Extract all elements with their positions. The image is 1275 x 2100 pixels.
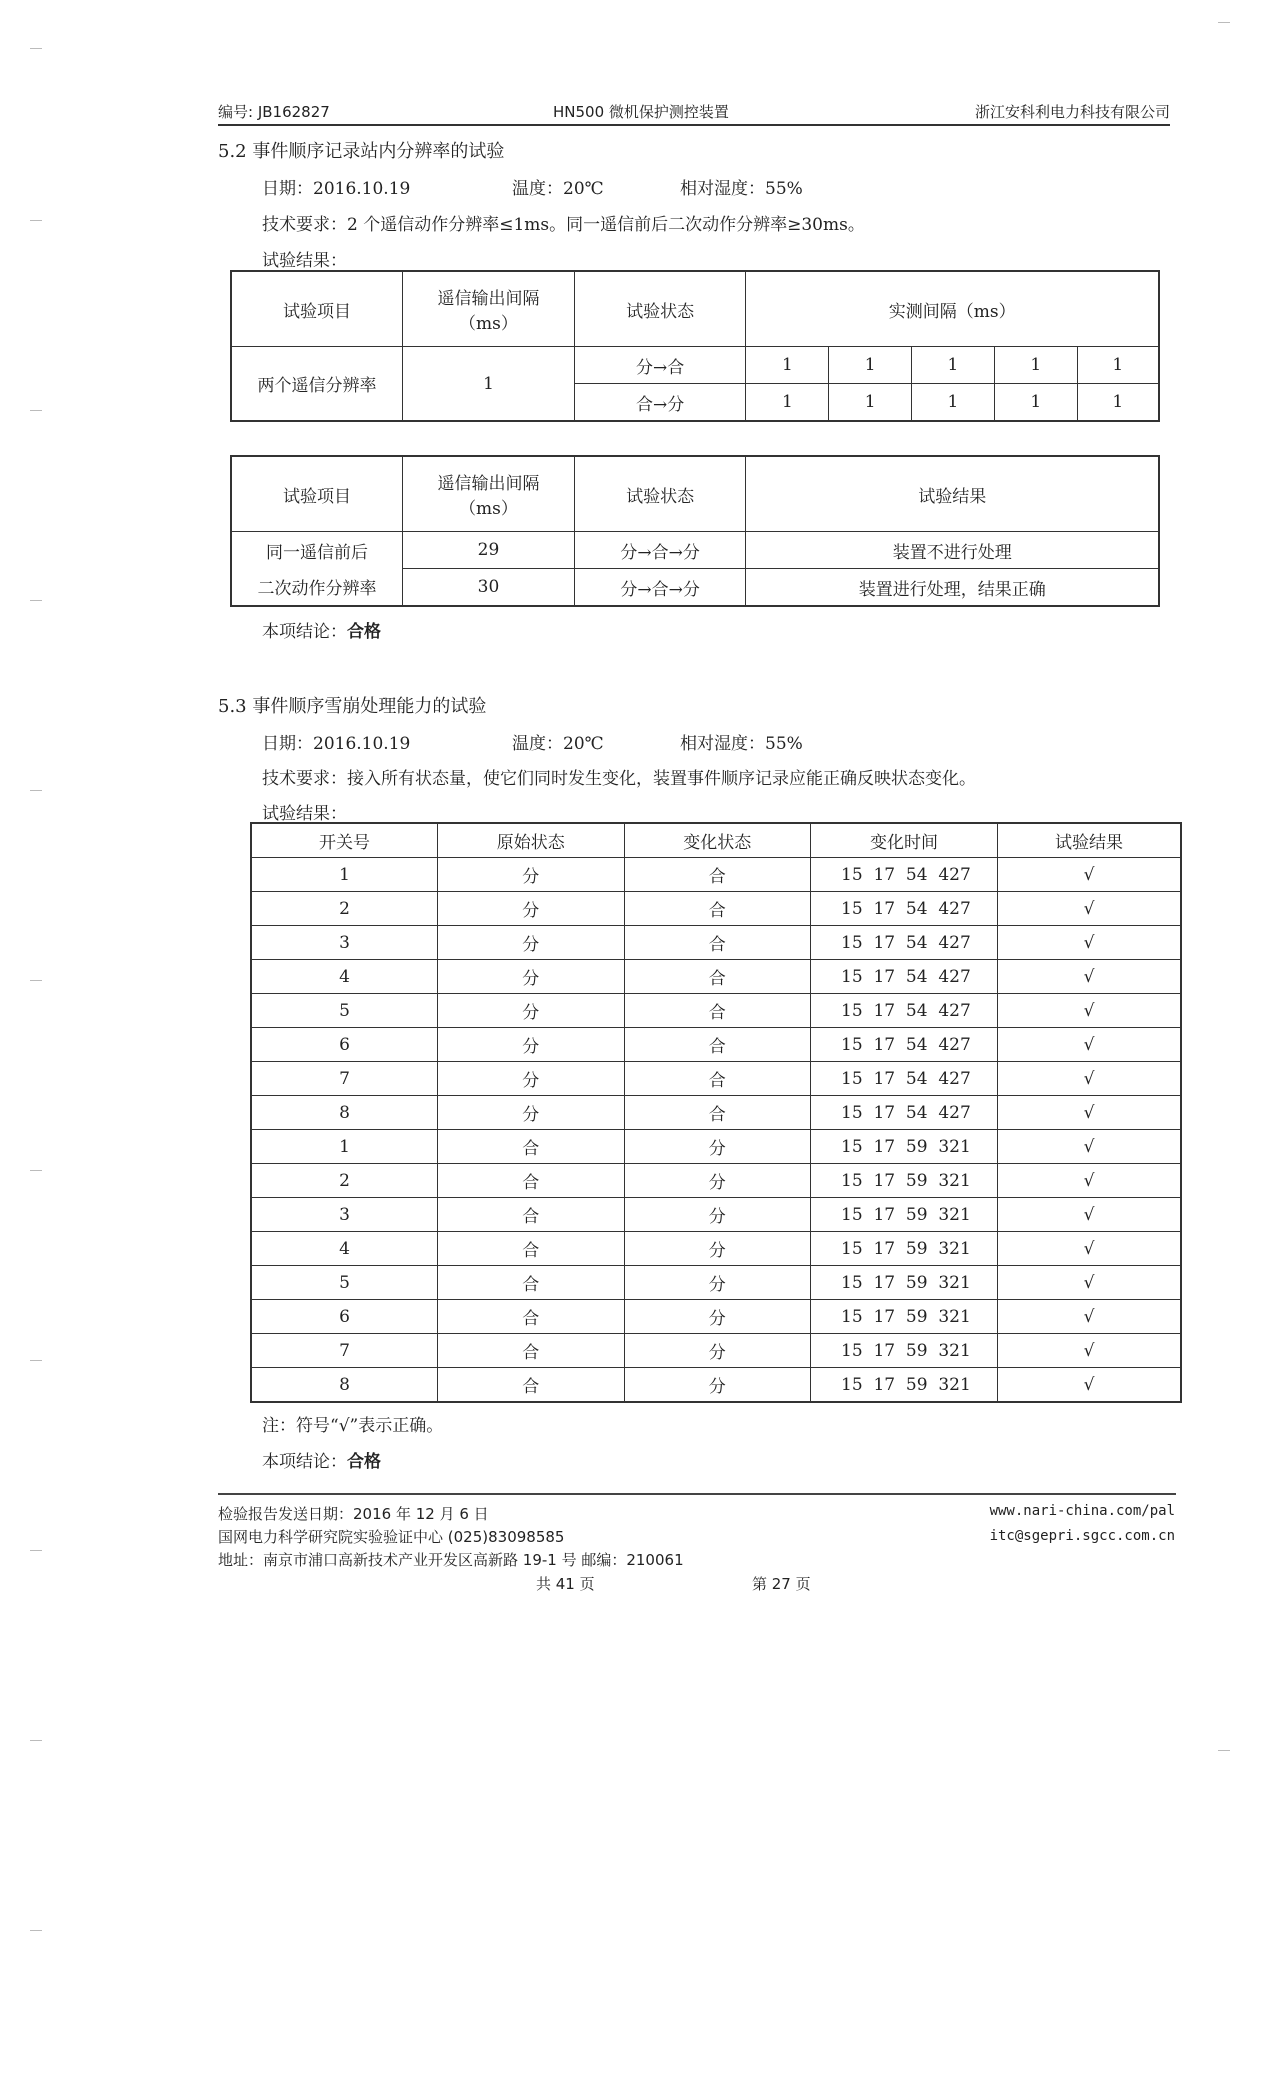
changed-state-cell: 分 bbox=[624, 1334, 811, 1368]
scan-margin-mark bbox=[30, 1170, 42, 1171]
t2-header-interval: 遥信输出间隔（ms） bbox=[403, 456, 575, 532]
scan-margin-mark bbox=[30, 1930, 42, 1931]
original-state-cell: 分 bbox=[438, 960, 625, 994]
result-cell: √ bbox=[997, 1368, 1181, 1403]
original-state-cell: 分 bbox=[438, 892, 625, 926]
switch-number-cell: 5 bbox=[251, 994, 438, 1028]
t2-item-line2: 二次动作分辨率 bbox=[231, 569, 403, 607]
original-state-cell: 分 bbox=[438, 1062, 625, 1096]
t1-value-cell: 1 bbox=[829, 347, 912, 384]
table-row bbox=[251, 960, 1181, 994]
changed-state-cell: 分 bbox=[624, 1232, 811, 1266]
change-time-cell: 15 17 54 427 bbox=[811, 1096, 998, 1130]
s52-conclusion-value: 合格 bbox=[347, 622, 381, 642]
original-state-cell: 合 bbox=[438, 1198, 625, 1232]
t1-state-cell: 分→合 bbox=[574, 347, 746, 384]
change-time-cell: 15 17 54 427 bbox=[811, 1028, 998, 1062]
switch-number-cell: 3 bbox=[251, 1198, 438, 1232]
doc-number: 编号: JB162827 bbox=[218, 103, 330, 121]
resolution-table bbox=[230, 270, 1160, 422]
footer-center: 国网电力科学研究院实验验证中心 (025)83098585 bbox=[218, 1528, 565, 1546]
scan-margin-mark bbox=[30, 600, 42, 601]
s52-conclusion-label: 本项结论： bbox=[262, 622, 347, 642]
s53-note: 注：符号“√”表示正确。 bbox=[262, 1416, 444, 1436]
change-time-cell: 15 17 59 321 bbox=[811, 1232, 998, 1266]
result-cell: √ bbox=[997, 1062, 1181, 1096]
result-cell: √ bbox=[997, 960, 1181, 994]
t1-value-cell: 1 bbox=[1077, 384, 1159, 422]
scan-margin-mark bbox=[30, 1740, 42, 1741]
switch-number-cell: 1 bbox=[251, 1130, 438, 1164]
switch-number-cell: 6 bbox=[251, 1300, 438, 1334]
table-row bbox=[251, 994, 1181, 1028]
t2-item-line1: 同一遥信前后 bbox=[231, 532, 403, 569]
footer-email: itc@sgepri.sgcc.com.cn bbox=[989, 1528, 1175, 1544]
change-time-cell: 15 17 54 427 bbox=[811, 960, 998, 994]
changed-state-cell: 合 bbox=[624, 994, 811, 1028]
footer-send-date: 检验报告发送日期：2016 年 12 月 6 日 bbox=[218, 1505, 489, 1523]
result-cell: √ bbox=[997, 994, 1181, 1028]
change-time-cell: 15 17 54 427 bbox=[811, 892, 998, 926]
table-row bbox=[251, 1266, 1181, 1300]
changed-state-cell: 合 bbox=[624, 1096, 811, 1130]
original-state-cell: 合 bbox=[438, 1334, 625, 1368]
scan-margin-mark bbox=[1218, 22, 1230, 23]
original-state-cell: 分 bbox=[438, 1096, 625, 1130]
original-state-cell: 合 bbox=[438, 1300, 625, 1334]
result-cell: √ bbox=[997, 1096, 1181, 1130]
s52-temperature: 温度：20℃ bbox=[512, 179, 604, 199]
t1-value-cell: 1 bbox=[829, 384, 912, 422]
original-state-cell: 合 bbox=[438, 1130, 625, 1164]
s52-conclusion bbox=[262, 617, 381, 642]
changed-state-cell: 分 bbox=[624, 1130, 811, 1164]
changed-state-cell: 合 bbox=[624, 1062, 811, 1096]
s53-conclusion bbox=[262, 1447, 381, 1472]
t1-state-cell: 合→分 bbox=[574, 384, 746, 422]
avalanche-table bbox=[250, 822, 1182, 1403]
scan-margin-mark bbox=[30, 410, 42, 411]
t1-value-cell: 1 bbox=[746, 347, 829, 384]
result-cell: √ bbox=[997, 1300, 1181, 1334]
changed-state-cell: 合 bbox=[624, 892, 811, 926]
switch-number-cell: 4 bbox=[251, 1232, 438, 1266]
change-time-cell: 15 17 59 321 bbox=[811, 1198, 998, 1232]
t3-header-cell: 原始状态 bbox=[438, 823, 625, 858]
t1-item-cell: 两个遥信分辨率 bbox=[231, 347, 403, 422]
footer-total-pages: 共 41 页 bbox=[536, 1575, 595, 1593]
result-cell: √ bbox=[997, 1232, 1181, 1266]
page-header bbox=[218, 98, 1170, 126]
original-state-cell: 分 bbox=[438, 858, 625, 892]
scan-margin-mark bbox=[30, 790, 42, 791]
original-state-cell: 合 bbox=[438, 1368, 625, 1403]
scan-margin-mark bbox=[30, 220, 42, 221]
footer-page-number: 第 27 页 bbox=[752, 1575, 811, 1593]
table-row bbox=[251, 1300, 1181, 1334]
switch-number-cell: 2 bbox=[251, 1164, 438, 1198]
t1-value-cell: 1 bbox=[994, 384, 1077, 422]
footer-website: www.nari-china.com/pal bbox=[989, 1503, 1175, 1519]
result-cell: √ bbox=[997, 1164, 1181, 1198]
t1-value-cell: 1 bbox=[994, 347, 1077, 384]
t1-header-interval: 遥信输出间隔（ms） bbox=[403, 271, 575, 347]
t1-value-cell: 1 bbox=[746, 384, 829, 422]
section-5-2-title: 5.2 事件顺序记录站内分辨率的试验 bbox=[218, 141, 505, 162]
t1-header-state: 试验状态 bbox=[574, 271, 746, 347]
scan-margin-mark bbox=[30, 48, 42, 49]
product-name: HN500 微机保护测控装置 bbox=[553, 103, 729, 121]
changed-state-cell: 合 bbox=[624, 960, 811, 994]
original-state-cell: 合 bbox=[438, 1232, 625, 1266]
repeat-action-table bbox=[230, 455, 1160, 607]
switch-number-cell: 7 bbox=[251, 1334, 438, 1368]
t1-value-cell: 1 bbox=[1077, 347, 1159, 384]
result-cell: √ bbox=[997, 858, 1181, 892]
changed-state-cell: 合 bbox=[624, 926, 811, 960]
changed-state-cell: 分 bbox=[624, 1198, 811, 1232]
result-cell: √ bbox=[997, 892, 1181, 926]
change-time-cell: 15 17 59 321 bbox=[811, 1334, 998, 1368]
switch-number-cell: 8 bbox=[251, 1368, 438, 1403]
t2-state-cell: 分→合→分 bbox=[574, 532, 746, 569]
s53-results-label: 试验结果： bbox=[262, 804, 347, 824]
changed-state-cell: 合 bbox=[624, 1028, 811, 1062]
t2-state-cell: 分→合→分 bbox=[574, 569, 746, 607]
switch-number-cell: 8 bbox=[251, 1096, 438, 1130]
table-row bbox=[251, 1232, 1181, 1266]
t2-result-cell: 装置进行处理，结果正确 bbox=[746, 569, 1159, 607]
t3-header-cell: 变化时间 bbox=[811, 823, 998, 858]
original-state-cell: 合 bbox=[438, 1266, 625, 1300]
original-state-cell: 分 bbox=[438, 926, 625, 960]
table-row bbox=[251, 1028, 1181, 1062]
footer-address: 地址：南京市浦口高新技术产业开发区高新路 19-1 号 邮编：210061 bbox=[218, 1551, 684, 1569]
change-time-cell: 15 17 54 427 bbox=[811, 994, 998, 1028]
t3-header-cell: 开关号 bbox=[251, 823, 438, 858]
t2-result-cell: 装置不进行处理 bbox=[746, 532, 1159, 569]
scan-margin-mark bbox=[30, 1550, 42, 1551]
change-time-cell: 15 17 59 321 bbox=[811, 1130, 998, 1164]
t2-header-result: 试验结果 bbox=[746, 456, 1159, 532]
s53-conclusion-label: 本项结论： bbox=[262, 1452, 347, 1472]
changed-state-cell: 分 bbox=[624, 1300, 811, 1334]
t2-interval-cell: 29 bbox=[403, 532, 575, 569]
table-row bbox=[251, 926, 1181, 960]
t2-header-state: 试验状态 bbox=[574, 456, 746, 532]
switch-number-cell: 6 bbox=[251, 1028, 438, 1062]
t2-header-item: 试验项目 bbox=[231, 456, 403, 532]
result-cell: √ bbox=[997, 1266, 1181, 1300]
t3-header-cell: 试验结果 bbox=[997, 823, 1181, 858]
table-row bbox=[251, 858, 1181, 892]
original-state-cell: 分 bbox=[438, 994, 625, 1028]
s53-temperature: 温度：20℃ bbox=[512, 734, 604, 754]
changed-state-cell: 合 bbox=[624, 858, 811, 892]
switch-number-cell: 7 bbox=[251, 1062, 438, 1096]
change-time-cell: 15 17 54 427 bbox=[811, 858, 998, 892]
change-time-cell: 15 17 59 321 bbox=[811, 1266, 998, 1300]
result-cell: √ bbox=[997, 926, 1181, 960]
s52-results-label: 试验结果： bbox=[262, 251, 347, 271]
switch-number-cell: 1 bbox=[251, 858, 438, 892]
table-row bbox=[251, 1198, 1181, 1232]
t3-header-cell: 变化状态 bbox=[624, 823, 811, 858]
switch-number-cell: 3 bbox=[251, 926, 438, 960]
table-row bbox=[251, 892, 1181, 926]
result-cell: √ bbox=[997, 1028, 1181, 1062]
scan-margin-mark bbox=[30, 980, 42, 981]
t1-value-cell: 1 bbox=[912, 347, 995, 384]
switch-number-cell: 4 bbox=[251, 960, 438, 994]
footer-divider bbox=[218, 1493, 1176, 1495]
s52-humidity: 相对湿度：55% bbox=[680, 179, 803, 199]
change-time-cell: 15 17 59 321 bbox=[811, 1164, 998, 1198]
s53-conclusion-value: 合格 bbox=[347, 1452, 381, 1472]
table-row bbox=[251, 1164, 1181, 1198]
table-row bbox=[251, 1368, 1181, 1403]
changed-state-cell: 分 bbox=[624, 1266, 811, 1300]
changed-state-cell: 分 bbox=[624, 1368, 811, 1403]
table-row bbox=[251, 1096, 1181, 1130]
company-name: 浙江安科利电力科技有限公司 bbox=[974, 103, 1170, 121]
original-state-cell: 分 bbox=[438, 1028, 625, 1062]
result-cell: √ bbox=[997, 1334, 1181, 1368]
t1-header-measured: 实测间隔（ms） bbox=[746, 271, 1159, 347]
switch-number-cell: 5 bbox=[251, 1266, 438, 1300]
original-state-cell: 合 bbox=[438, 1164, 625, 1198]
t1-header-item: 试验项目 bbox=[231, 271, 403, 347]
result-cell: √ bbox=[997, 1198, 1181, 1232]
t1-interval-cell: 1 bbox=[403, 347, 575, 422]
s52-date: 日期：2016.10.19 bbox=[262, 179, 411, 199]
table-row bbox=[251, 1062, 1181, 1096]
section-5-3-title: 5.3 事件顺序雪崩处理能力的试验 bbox=[218, 696, 487, 717]
result-cell: √ bbox=[997, 1130, 1181, 1164]
s53-requirement: 技术要求：接入所有状态量，使它们同时发生变化，装置事件顺序记录应能正确反映状态变化。 bbox=[262, 769, 976, 789]
scan-margin-mark bbox=[1218, 1750, 1230, 1751]
change-time-cell: 15 17 54 427 bbox=[811, 1062, 998, 1096]
change-time-cell: 15 17 59 321 bbox=[811, 1300, 998, 1334]
scan-margin-mark bbox=[30, 1360, 42, 1361]
table-row bbox=[251, 1130, 1181, 1164]
switch-number-cell: 2 bbox=[251, 892, 438, 926]
s53-date: 日期：2016.10.19 bbox=[262, 734, 411, 754]
s52-requirement: 技术要求：2 个遥信动作分辨率≤1ms。同一遥信前后二次动作分辨率≥30ms。 bbox=[262, 215, 865, 235]
change-time-cell: 15 17 59 321 bbox=[811, 1368, 998, 1403]
s53-humidity: 相对湿度：55% bbox=[680, 734, 803, 754]
t1-value-cell: 1 bbox=[912, 384, 995, 422]
table-row bbox=[251, 1334, 1181, 1368]
changed-state-cell: 分 bbox=[624, 1164, 811, 1198]
t2-interval-cell: 30 bbox=[403, 569, 575, 607]
change-time-cell: 15 17 54 427 bbox=[811, 926, 998, 960]
